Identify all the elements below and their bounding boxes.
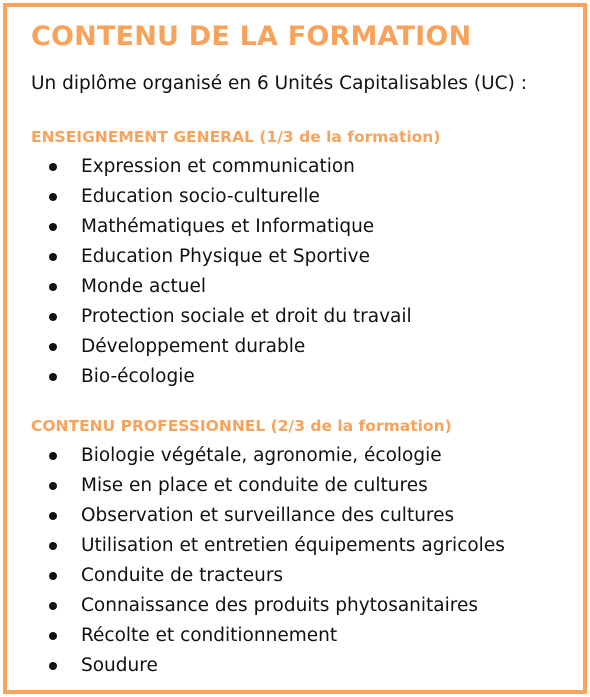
list-item-label: Utilisation et entretien équipements agricoles bbox=[81, 535, 505, 556]
list-item bbox=[7, 441, 505, 471]
list-item bbox=[7, 242, 412, 272]
list-item-label: Observation et surveillance des cultures bbox=[81, 505, 455, 526]
bullet-icon bbox=[49, 452, 57, 460]
bullet-icon bbox=[49, 373, 57, 381]
list-item bbox=[7, 621, 505, 651]
bullet-icon bbox=[49, 193, 57, 201]
intro-text: Un diplôme organisé en 6 Unités Capitalisables (UC) : bbox=[31, 73, 527, 94]
bullet-icon bbox=[49, 572, 57, 580]
list-item-label: Biologie végétale, agronomie, écologie bbox=[81, 445, 442, 466]
bullet-icon bbox=[49, 542, 57, 550]
list-item-label: Bio-écologie bbox=[81, 366, 195, 387]
list-item-label: Mathématiques et Informatique bbox=[81, 216, 375, 237]
list-item bbox=[7, 272, 412, 302]
section-heading-professional: CONTENU PROFESSIONNEL (2/3 de la formation) bbox=[31, 417, 452, 435]
list-item bbox=[7, 182, 412, 212]
list-item-label: Education Physique et Sportive bbox=[81, 246, 370, 267]
list-item-label: Monde actuel bbox=[81, 276, 207, 297]
bullet-icon bbox=[49, 482, 57, 490]
list-item bbox=[7, 561, 505, 591]
bullet-icon bbox=[49, 602, 57, 610]
list-item-label: Protection sociale et droit du travail bbox=[81, 306, 412, 327]
professional-list bbox=[7, 441, 505, 681]
bullet-icon bbox=[49, 313, 57, 321]
list-item-label: Récolte et conditionnement bbox=[81, 625, 338, 646]
list-item-label: Conduite de tracteurs bbox=[81, 565, 284, 586]
list-item-label: Expression et communication bbox=[81, 156, 355, 177]
bullet-icon bbox=[49, 283, 57, 291]
list-item bbox=[7, 302, 412, 332]
list-item bbox=[7, 152, 412, 182]
list-item bbox=[7, 501, 505, 531]
list-item-label: Education socio-culturelle bbox=[81, 186, 320, 207]
bullet-icon bbox=[49, 662, 57, 670]
list-item bbox=[7, 531, 505, 561]
list-item-label: Soudure bbox=[81, 655, 158, 676]
list-item bbox=[7, 471, 505, 501]
bullet-icon bbox=[49, 163, 57, 171]
bullet-icon bbox=[49, 632, 57, 640]
list-item bbox=[7, 212, 412, 242]
list-item bbox=[7, 591, 505, 621]
content-frame bbox=[3, 3, 587, 694]
list-item bbox=[7, 651, 505, 681]
general-list bbox=[7, 152, 412, 392]
bullet-icon bbox=[49, 512, 57, 520]
list-item bbox=[7, 332, 412, 362]
bullet-icon bbox=[49, 343, 57, 351]
bullet-icon bbox=[49, 223, 57, 231]
list-item-label: Développement durable bbox=[81, 336, 306, 357]
list-item-label: Mise en place et conduite de cultures bbox=[81, 475, 428, 496]
section-heading-general: ENSEIGNEMENT GENERAL (1/3 de la formation) bbox=[31, 128, 441, 146]
list-item-label: Connaissance des produits phytosanitaires bbox=[81, 595, 479, 616]
page-title: CONTENU DE LA FORMATION bbox=[31, 21, 472, 52]
bullet-icon bbox=[49, 253, 57, 261]
list-item bbox=[7, 362, 412, 392]
